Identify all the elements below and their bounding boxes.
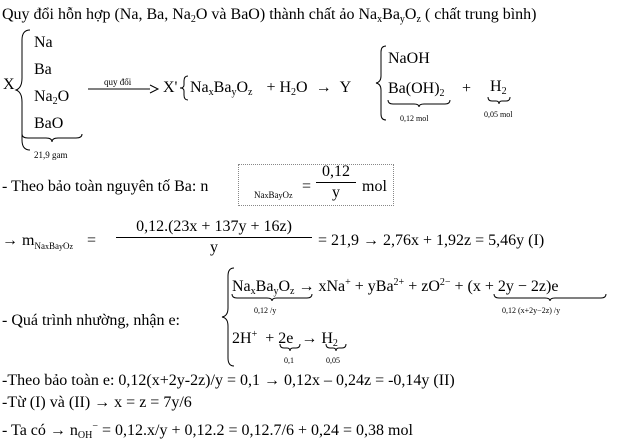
- final-result: - Ta có → $n_{OH}^- = 0,12.x/y + 0,12.2 = 0,12.7/6 + 0,24 = 0,38$ mol: [2, 421, 413, 441]
- oxidation-reaction: $Na_xBa_yO_z \to xNa^+ + yBa^{2+} + zO^{2-} + (x + 2y - 2z)e$: [232, 277, 559, 297]
- m-fraction: 0,12.(23x + 137y + 16z) y: [116, 218, 312, 257]
- n-subscript: NaxBayOz: [254, 190, 293, 200]
- process-lead: - Quá trình nhường, nhận e:: [2, 312, 180, 329]
- oxidation-sub-2: 0,12 (x+2y−2z) /y: [502, 306, 561, 315]
- reduction-underbrace-1: [280, 344, 300, 352]
- h2-underbrace: [488, 97, 510, 105]
- mass-underbrace: [22, 134, 82, 144]
- y-brace: [376, 44, 388, 122]
- oxidation-underbrace-1: [232, 294, 312, 302]
- baoh2-underbrace: [388, 100, 450, 108]
- mixture-x-label: X: [3, 76, 15, 93]
- x-prime-brace: [180, 75, 190, 101]
- x-prime-formula: $Na_xBa_yO_z + H_2O \to Y$: [190, 79, 352, 98]
- m-result: = 21,9 → 2,76x + 1,92z = 5,46y (I): [318, 232, 545, 249]
- e-conservation: -Theo bảo toàn e: 0,12(x+2y-2z)/y = 0,1 → 0,12x – 0,24z = -0,14y (II): [2, 372, 455, 389]
- baoh2-mol: 0,12 mol: [400, 114, 429, 123]
- ba-conservation-lead: - Theo bảo toàn nguyên tố Ba: n: [2, 178, 209, 195]
- reduction-sub-1: 0,1: [284, 356, 294, 365]
- mixture-mass: 21,9 gam: [34, 150, 68, 160]
- y-baoh2: $Ba(OH)_2$: [388, 80, 445, 99]
- ba-eq: =: [302, 178, 312, 195]
- x-prime-label: X': [163, 79, 178, 96]
- h2-mol: 0,05 mol: [484, 110, 513, 119]
- convert-arrow: [88, 84, 158, 94]
- from-i-ii: -Từ (I) và (II) → x = z = 7y/6: [2, 394, 192, 411]
- reduction-reaction: $2H^+ + 2e \to H_2$: [232, 329, 338, 349]
- y-naoh: NaOH: [388, 50, 430, 67]
- reduction-underbrace-2: [326, 344, 346, 352]
- mixture-na: Na: [34, 34, 53, 51]
- ba-mol: mol: [362, 178, 387, 195]
- mixture-bao: BaO: [34, 115, 64, 132]
- ba-fraction: 0,12 y: [316, 163, 356, 202]
- y-plus: +: [462, 80, 472, 97]
- convert-label: quy đổi: [104, 77, 132, 87]
- mixture-na2o: $Na_2O$: [34, 88, 70, 107]
- mixture-ba: Ba: [34, 61, 52, 78]
- reduction-sub-2: 0,05: [326, 356, 340, 365]
- intro-line: Quy đổi hỗn hợp (Na, Ba, $Na_2O$ và BaO) thành chất ảo $Na_xBa_yO_z$ ( chất trung bình): [2, 6, 537, 25]
- m-lead: → $m_{NaxBayOz}$ =: [2, 232, 97, 251]
- y-h2: $H_2$: [490, 78, 507, 97]
- oxidation-sub-1: 0,12 /y: [254, 306, 277, 315]
- oxidation-underbrace-2: [494, 294, 606, 302]
